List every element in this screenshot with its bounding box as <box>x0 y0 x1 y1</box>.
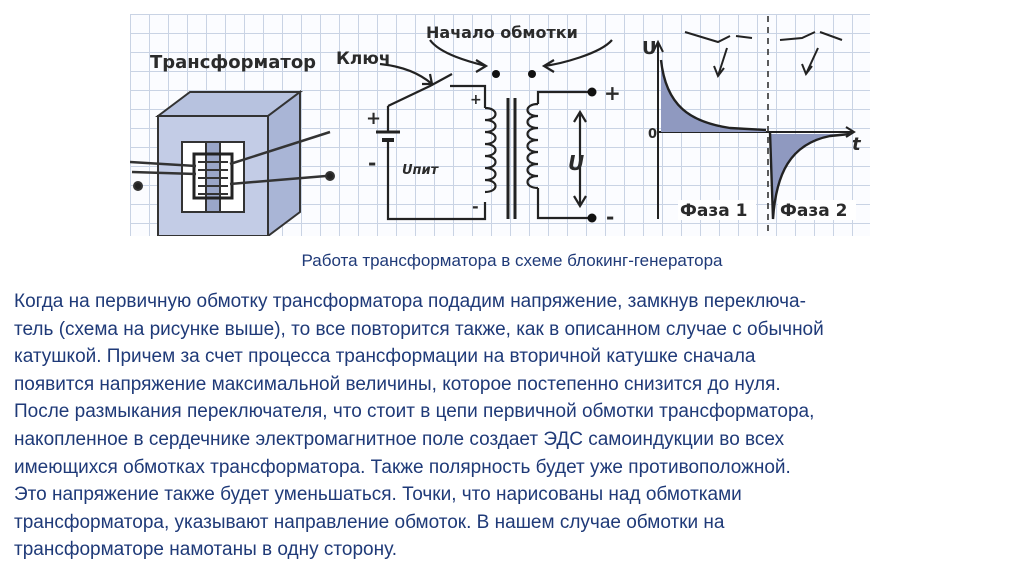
paragraph-line: накопленное в сердечнике электромагнитное поле создает ЭДС самоиндукции во всех <box>14 428 785 450</box>
key-label: Ключ <box>336 49 391 69</box>
output-terminal-top <box>588 88 597 97</box>
primary-dot <box>492 70 500 78</box>
graph-axis-t-label: t <box>852 134 861 155</box>
phase2-label: Фаза 2 <box>780 201 848 221</box>
paragraph-line: трансформатора, указывают направление обмоток. В нашем случае обмотки на <box>14 511 725 533</box>
graph-origin-label: 0 <box>648 127 658 142</box>
transformer-label: Трансформатор <box>150 52 317 73</box>
paragraph-line: трансформаторе намотаны в одну сторону. <box>14 539 397 561</box>
figure-drawing <box>130 14 870 236</box>
output-terminal-bottom <box>588 214 597 223</box>
paragraph-line: тель (схема на рисунке выше), то все повторится также, как в описанном случае с обычной <box>14 318 824 340</box>
winding-start-label: Начало обмотки <box>426 23 578 42</box>
paragraph-line: появится напряжение максимальной величины, которое постепенно снизится до нуля. <box>14 373 781 395</box>
paragraph-line: Это напряжение также будет уменьшаться. Точки, что нарисованы над обмотками <box>14 484 742 506</box>
circuit-drawing <box>376 40 612 219</box>
secondary-dot <box>528 70 536 78</box>
primary-minus-label: - <box>472 197 479 216</box>
paragraph-line: После размыкания переключателя, что стоит в цепи первичной обмотки трансформатора, <box>14 401 815 423</box>
graph-axis-u-label: U <box>642 38 657 59</box>
primary-plus-label: + <box>470 92 482 108</box>
battery-minus-label: - <box>368 151 377 175</box>
phase1-label: Фаза 1 <box>680 201 748 221</box>
supply-voltage-label: Uпит <box>402 163 439 178</box>
output-minus-label: - <box>606 205 615 229</box>
figure-caption: Работа трансформатора в схеме блокинг-генератора <box>301 251 723 270</box>
paragraph-line: Когда на первичную обмотку трансформатора подадим напряжение, замкнув переключа- <box>14 291 806 312</box>
secondary-voltage-label: U <box>568 151 585 175</box>
paragraph <box>14 288 1014 564</box>
battery-plus-label: + <box>366 108 382 129</box>
transformer-figure <box>130 14 870 236</box>
paragraph-line: катушкой. Причем за счет процесса трансформации на вторичной катушке сначала <box>14 346 756 368</box>
paragraph-line: имеющихся обмотках трансформатора. Также полярность будет уже противоположной. <box>14 456 791 478</box>
transformer-core-drawing <box>130 92 334 236</box>
output-plus-label: + <box>604 81 621 105</box>
